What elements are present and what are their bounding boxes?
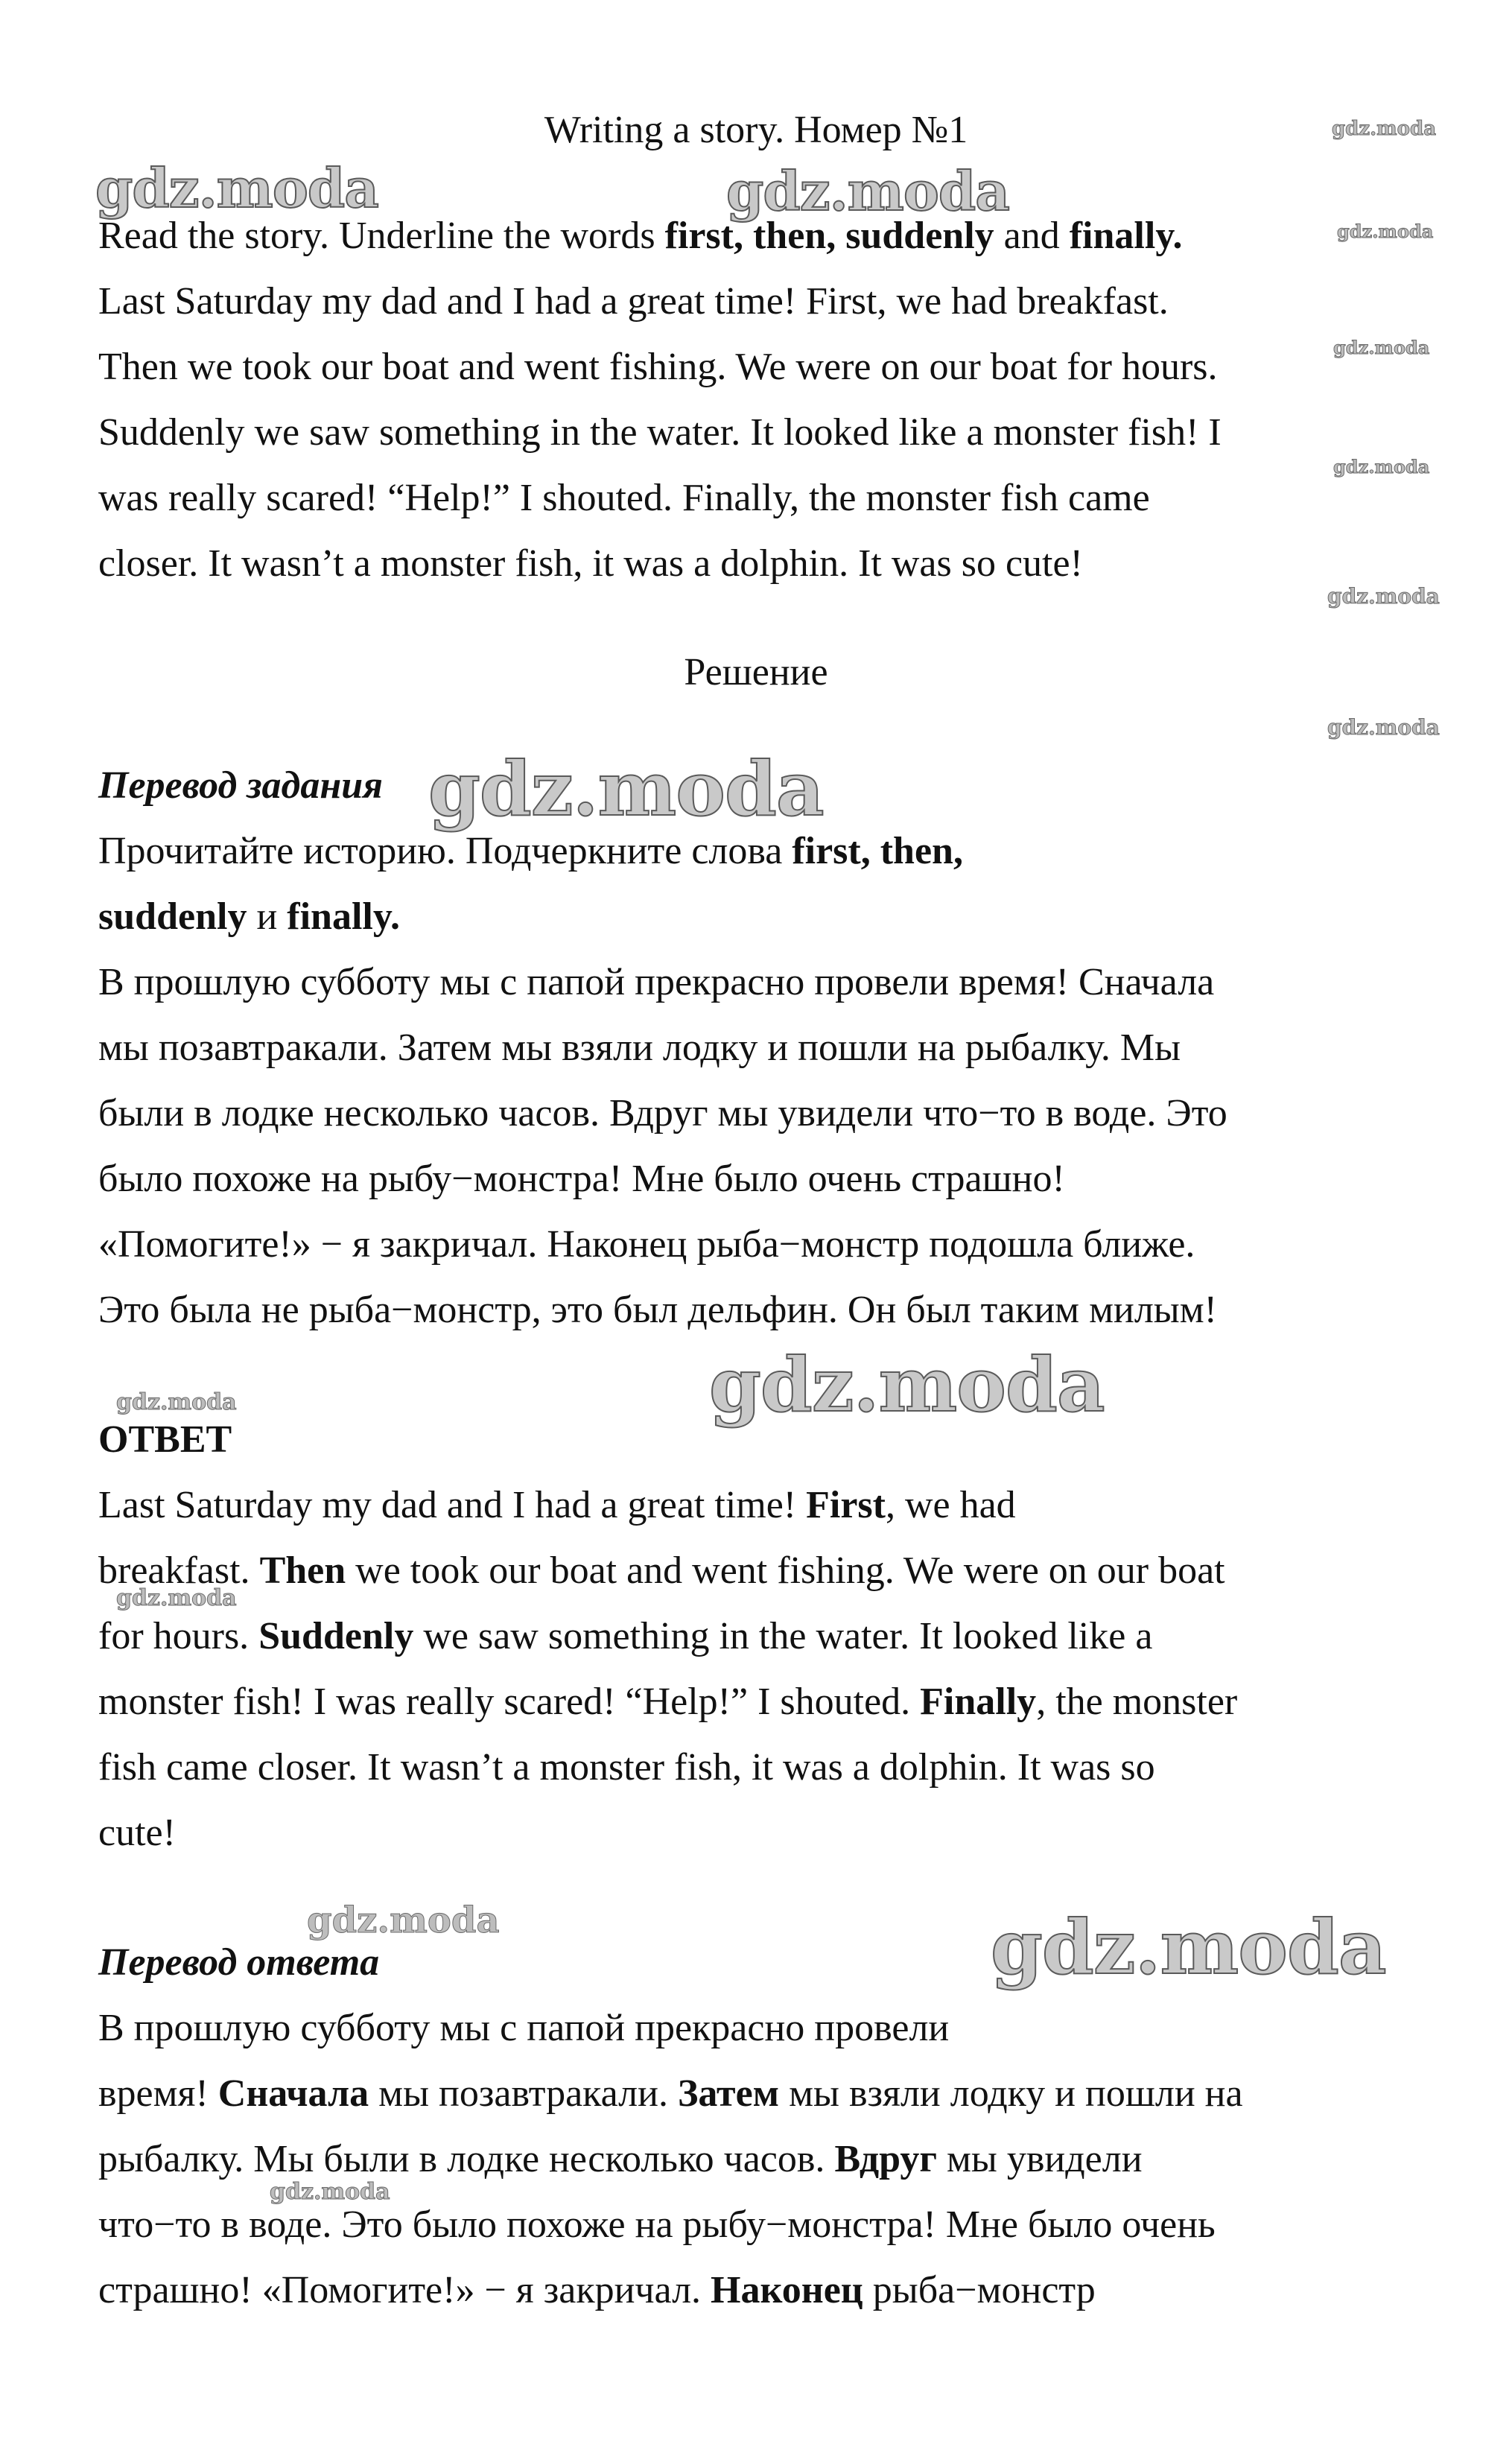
answer-line: fish came closer. It wasn’t a monster fish, it was a dolphin. It was so (98, 1746, 1155, 1789)
answer-translation-heading: Перевод ответа (98, 1941, 380, 1984)
answer-keyword: First (806, 1484, 886, 1526)
answer-line (98, 1479, 1016, 1532)
watermark: gdz.moda (116, 1389, 237, 1415)
answer-translation-text: время! (98, 2072, 218, 2115)
translation-line: Это была не рыба−монстр, это был дельфин. Он был таким милым! (98, 1289, 1217, 1331)
answer-translation-line (98, 2265, 1096, 2317)
instruction-text: Read the story. Underline the words (98, 215, 665, 257)
watermark: gdz.moda (1327, 715, 1440, 740)
answer-line: cute! (98, 1812, 176, 1854)
answer-heading (98, 1414, 232, 1466)
answer-text: we took our boat and went fishing. We were on our boat (346, 1549, 1225, 1592)
answer-line (98, 1545, 1225, 1597)
story-line: Suddenly we saw something in the water. It looked like a monster fish! I (98, 411, 1222, 454)
story-line: closer. It wasn’t a monster fish, it was a dolphin. It was so cute! (98, 542, 1083, 585)
instruction-and: и (247, 895, 288, 938)
watermark: gdz.moda (991, 1903, 1386, 1991)
answer-translation-keyword: Наконец (711, 2269, 863, 2311)
instruction-text: Прочитайте историю. Подчеркните слова (98, 830, 792, 872)
answer-translation-keyword: Сначала (217, 2072, 369, 2115)
task-translation-instruction-cont (98, 891, 400, 943)
instruction-keyword: suddenly (98, 895, 247, 938)
translation-line: «Помогите!» − я закричал. Наконец рыба−монстр подошла ближе. (98, 1223, 1195, 1266)
answer-text: breakfast. (98, 1549, 260, 1592)
answer-keyword: Suddenly (258, 1615, 414, 1657)
answer-translation-text: рыба−монстр (863, 2269, 1096, 2311)
instruction-keyword-finally: finally. (1069, 215, 1183, 257)
story-line: was really scared! “Help!” I shouted. Finally, the monster fish came (98, 477, 1150, 519)
answer-translation-line (98, 2068, 1243, 2120)
answer-translation-text: мы увидели (936, 2138, 1143, 2180)
watermark: gdz.moda (1333, 456, 1430, 477)
task-translation-instruction (98, 825, 963, 878)
instruction-keyword: finally. (287, 895, 400, 938)
answer-translation-line (98, 2133, 1143, 2186)
answer-text: , we had (885, 1484, 1016, 1526)
answer-text: for hours. (98, 1615, 259, 1657)
answer-text: Last Saturday my dad and I had a great time! (98, 1484, 807, 1526)
watermark: gdz.moda (1333, 337, 1430, 358)
instruction-and: and (994, 215, 1070, 257)
instruction-keywords: first, then, suddenly (664, 215, 994, 257)
answer-translation-keyword: Вдруг (834, 2138, 937, 2180)
watermark: gdz.moda (726, 159, 1009, 223)
watermark: gdz.moda (116, 1585, 237, 1611)
answer-keyword: Finally (920, 1681, 1037, 1723)
watermark: gdz.moda (270, 2179, 390, 2205)
answer-line (98, 1676, 1237, 1728)
answer-text: monster fish! I was really scared! “Help!” I shouted. (98, 1681, 921, 1723)
answer-translation-text: страшно! «Помогите!» − я закричал. (98, 2269, 711, 2311)
page-title: Writing a story. Номер №1 (544, 109, 968, 151)
story-line: Then we took our boat and went fishing. We were on our boat for hours. (98, 346, 1218, 388)
answer-translation-line: что−то в воде. Это было похоже на рыбу−монстра! Мне было очень (98, 2203, 1216, 2246)
watermark: gdz.moda (428, 745, 824, 833)
task-translation-heading: Перевод задания (98, 764, 383, 807)
watermark: gdz.moda (307, 1900, 500, 1941)
solution-heading: Решение (684, 651, 828, 694)
answer-translation-text: мы взяли лодку и пошли на (779, 2072, 1243, 2115)
answer-translation-text: рыбалку. Мы были в лодке несколько часов. (98, 2138, 835, 2180)
task-instruction (98, 210, 1182, 262)
answer-text: , the monster (1036, 1681, 1238, 1723)
story-line: Last Saturday my dad and I had a great time! First, we had breakfast. (98, 280, 1169, 323)
answer-translation-text: мы позавтракали. (369, 2072, 678, 2115)
translation-line: были в лодке несколько часов. Вдруг мы увидели что−то в воде. Это (98, 1092, 1227, 1134)
translation-line: мы позавтракали. Затем мы взяли лодку и пошли на рыбалку. Мы (98, 1026, 1181, 1069)
answer-line (98, 1610, 1152, 1663)
watermark: gdz.moda (95, 156, 378, 220)
watermark: gdz.moda (1337, 220, 1434, 242)
answer-translation-line: В прошлую субботу мы с папой прекрасно провели (98, 2007, 950, 2049)
answer-translation-keyword: Затем (677, 2072, 780, 2115)
watermark: gdz.moda (1332, 118, 1437, 140)
instruction-keywords: first, then, (792, 830, 963, 872)
answer-heading-text: ОТВЕТ (98, 1418, 232, 1461)
translation-line: В прошлую субботу мы с папой прекрасно провели время! Сначала (98, 961, 1215, 1003)
watermark: gdz.moda (1327, 584, 1440, 609)
translation-line: было похоже на рыбу−монстра! Мне было очень страшно! (98, 1158, 1065, 1200)
answer-keyword: Then (259, 1549, 346, 1592)
watermark: gdz.moda (709, 1341, 1105, 1429)
answer-text: we saw something in the water. It looked like a (413, 1615, 1153, 1657)
